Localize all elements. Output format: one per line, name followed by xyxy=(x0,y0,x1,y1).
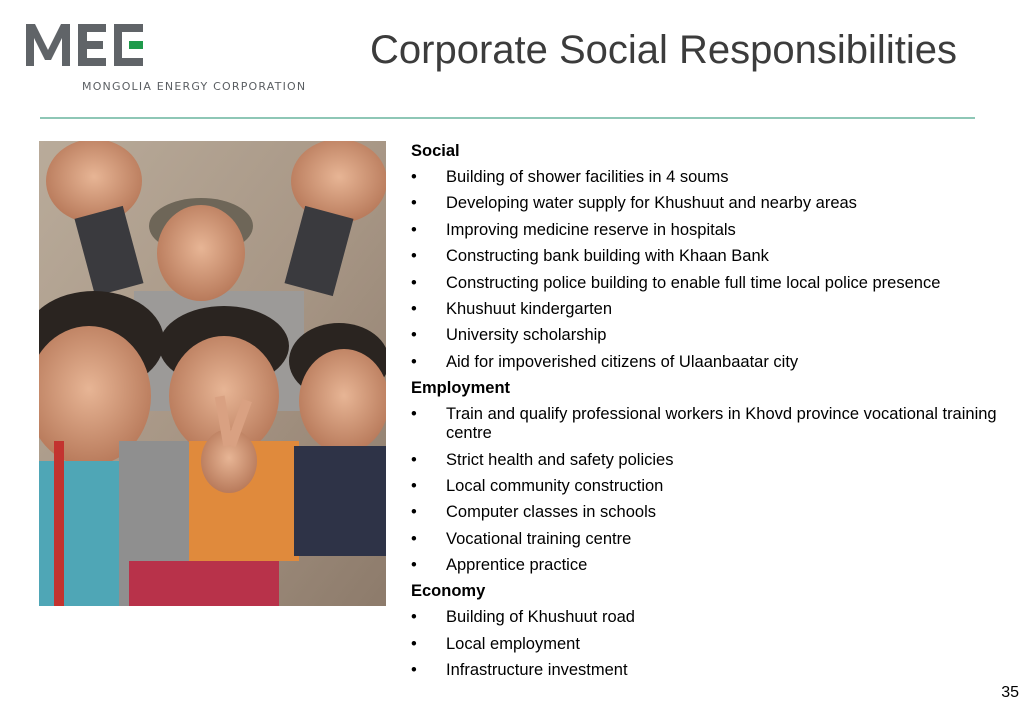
csr-content xyxy=(411,142,1011,688)
section-heading: Social xyxy=(411,142,460,160)
list-item: • Local employment xyxy=(411,635,1011,654)
slide-title: Corporate Social Responsibilities xyxy=(370,28,957,72)
list-item: • Local community construction xyxy=(411,477,1011,496)
logo-subtitle: MONGOLIA ENERGY CORPORATION xyxy=(82,80,307,93)
list-item: • Improving medicine reserve in hospitals xyxy=(411,221,1011,240)
list-item: • Developing water supply for Khushuut and nearby areas xyxy=(411,194,1011,213)
list-item: • Aid for impoverished citizens of Ulaanbaatar city xyxy=(411,353,1011,372)
section-employment xyxy=(411,379,1011,575)
list-item: • Constructing police building to enable full time local police presence xyxy=(411,274,1011,293)
list-item: • Building of shower facilities in 4 soums xyxy=(411,168,1011,187)
page-number: 35 xyxy=(1001,684,1019,701)
list-item: • Infrastructure investment xyxy=(411,661,1011,680)
list-item: • Khushuut kindergarten xyxy=(411,300,1011,319)
children-photo xyxy=(39,141,386,606)
list-item: • Vocational training centre xyxy=(411,530,1011,549)
title-divider xyxy=(40,117,975,119)
section-heading: Employment xyxy=(411,379,511,398)
list-item: • Building of Khushuut road xyxy=(411,608,1011,627)
mec-logo-mark xyxy=(24,20,149,70)
list-item: • Strict health and safety policies xyxy=(411,451,1011,470)
section-economy xyxy=(411,582,1011,680)
list-item: • Apprentice practice xyxy=(411,556,1011,575)
section-social xyxy=(411,142,1011,372)
company-logo xyxy=(24,20,324,100)
list-item: • Computer classes in schools xyxy=(411,503,1011,522)
list-item: • Constructing bank building with Khaan Bank xyxy=(411,247,1011,266)
section-heading: Economy xyxy=(411,582,486,601)
list-item: • Train and qualify professional workers in Khovd province vocational training centre xyxy=(411,405,1011,443)
list-item: • University scholarship xyxy=(411,326,1011,345)
